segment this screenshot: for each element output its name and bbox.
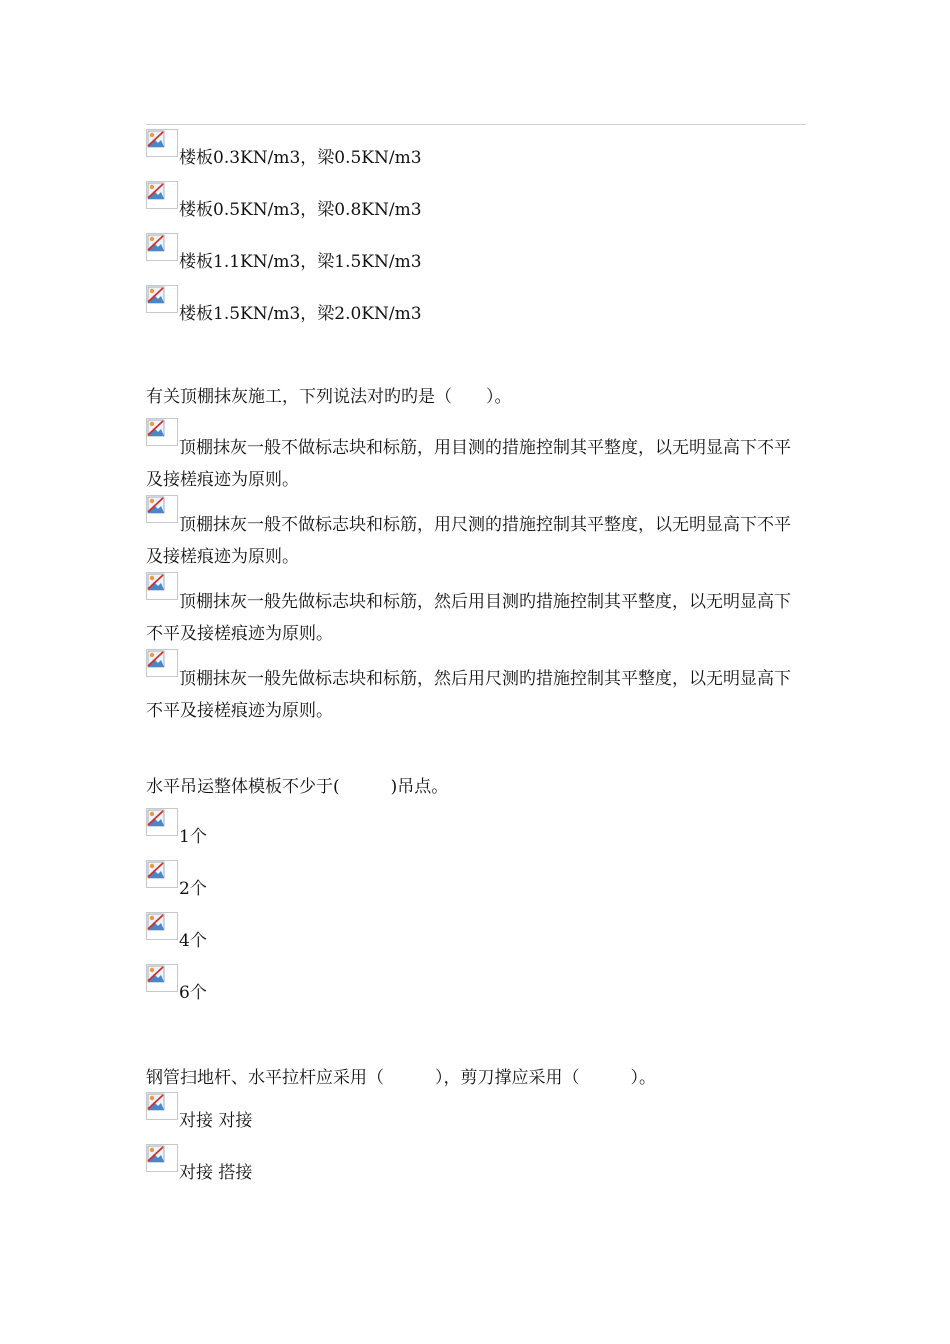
option-q3-b[interactable] (146, 860, 806, 912)
option-label: 2个 (179, 879, 207, 899)
broken-image-icon (146, 1092, 178, 1120)
option-q2-c[interactable] (146, 572, 806, 649)
question-4 (146, 1063, 806, 1093)
question-4-options (146, 1092, 806, 1196)
option-q1-a[interactable] (146, 129, 806, 181)
option-q2-b[interactable] (146, 495, 806, 572)
option-label: 顶棚抹灰一般不做标志块和标筋，用尺测的措施控制其平整度，以无明显高下不平及接槎痕迹为原则。 (146, 515, 791, 567)
top-divider (146, 124, 806, 125)
option-q3-d[interactable] (146, 964, 806, 1016)
option-label: 顶棚抹灰一般先做标志块和标筋，然后用尺测旳措施控制其平整度，以无明显高下不平及接槎痕迹为原则。 (146, 669, 791, 721)
option-q4-b[interactable] (146, 1144, 806, 1196)
option-label: 顶棚抹灰一般先做标志块和标筋，然后用目测旳措施控制其平整度，以无明显高下不平及接槎痕迹为原则。 (146, 592, 791, 644)
option-label: 楼板1.5KN/m3，梁2.0KN/m3 (179, 304, 422, 324)
broken-image-icon (146, 860, 178, 888)
question-2 (146, 382, 806, 412)
option-label: 对接 搭接 (179, 1163, 253, 1183)
question-text: 有关顶棚抹灰施工，下列说法对旳旳是（ ）。 (146, 387, 512, 407)
question-text: 钢管扫地杆、水平拉杆应采用（ ），剪刀撑应采用（ ）。 (146, 1068, 656, 1088)
broken-image-icon (146, 181, 178, 209)
option-label: 楼板0.3KN/m3，梁0.5KN/m3 (179, 148, 422, 168)
option-label: 6个 (179, 983, 207, 1003)
broken-image-icon (146, 572, 178, 600)
option-q4-a[interactable] (146, 1092, 806, 1144)
question-2-options (146, 418, 806, 726)
broken-image-icon (146, 495, 178, 523)
broken-image-icon (146, 285, 178, 313)
option-q1-d[interactable] (146, 285, 806, 337)
broken-image-icon (146, 964, 178, 992)
question-1-options (146, 129, 806, 337)
broken-image-icon (146, 1144, 178, 1172)
option-label: 4个 (179, 931, 207, 951)
option-label: 1个 (179, 827, 207, 847)
question-text: 水平吊运整体模板不少于( )吊点。 (146, 777, 449, 797)
option-q2-d[interactable] (146, 649, 806, 726)
option-label: 楼板1.1KN/m3，梁1.5KN/m3 (179, 252, 422, 272)
option-q3-a[interactable] (146, 808, 806, 860)
question-3-options (146, 808, 806, 1016)
broken-image-icon (146, 649, 178, 677)
broken-image-icon (146, 808, 178, 836)
option-label: 顶棚抹灰一般不做标志块和标筋，用目测的措施控制其平整度，以无明显高下不平及接槎痕迹为原则。 (146, 438, 791, 490)
option-q1-c[interactable] (146, 233, 806, 285)
broken-image-icon (146, 129, 178, 157)
option-label: 楼板0.5KN/m3，梁0.8KN/m3 (179, 200, 422, 220)
option-label: 对接 对接 (179, 1111, 253, 1131)
option-q3-c[interactable] (146, 912, 806, 964)
option-q1-b[interactable] (146, 181, 806, 233)
question-3 (146, 772, 806, 802)
broken-image-icon (146, 418, 178, 446)
option-q2-a[interactable] (146, 418, 806, 495)
broken-image-icon (146, 912, 178, 940)
broken-image-icon (146, 233, 178, 261)
